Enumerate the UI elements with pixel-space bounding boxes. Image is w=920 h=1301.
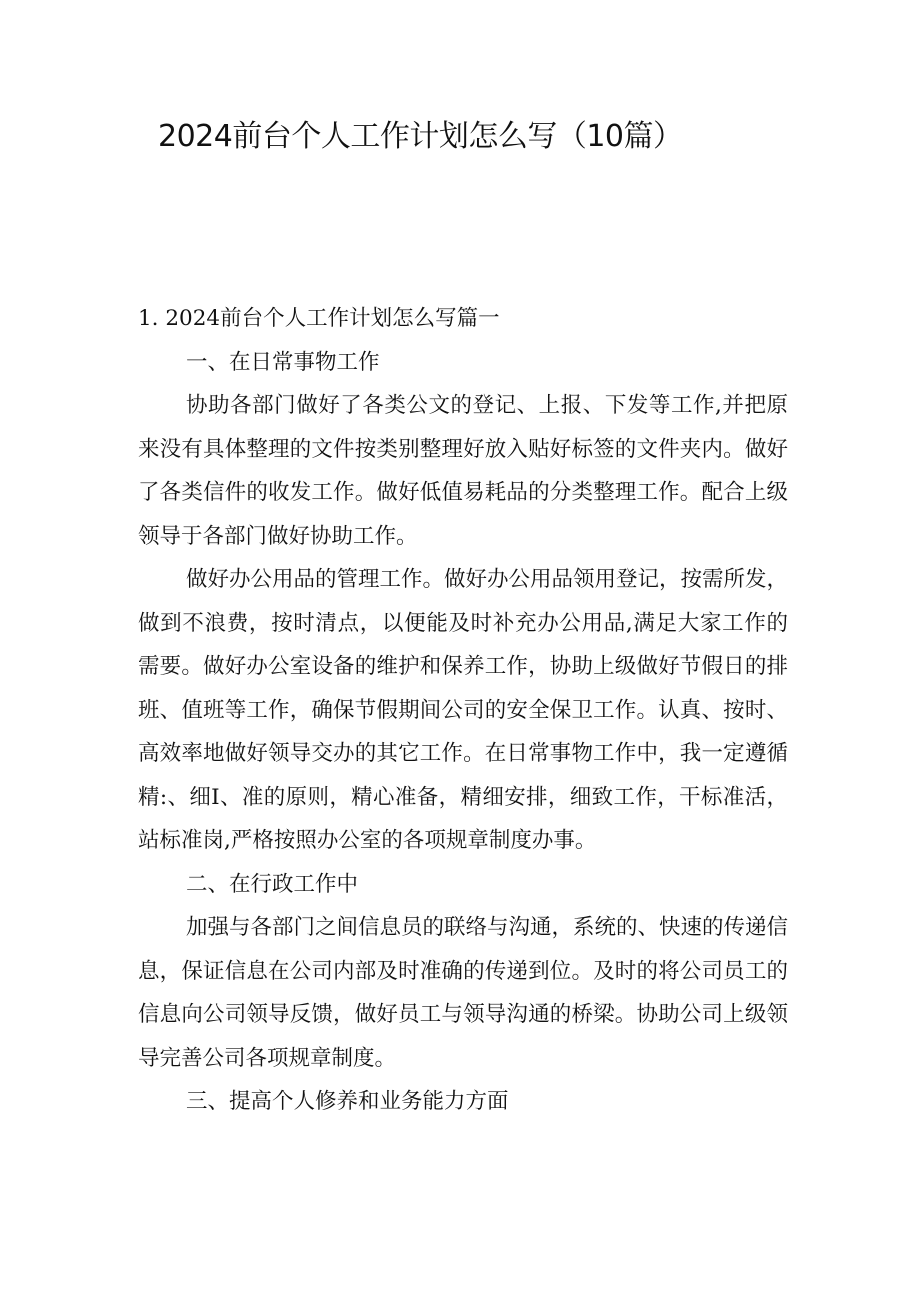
paragraph-communication: 加强与各部门之间信息员的联络与沟通，系统的、快速的传递信息，保证信息在公司内部及时准确的传递到位。及时的将公司员工的信息向公司领导反馈，做好员工与领导沟通的桥梁。协助公司上级领导完善公司各项规章制度。 — [138, 915, 789, 1071]
section-title: 1. 2024前台个人工作计划怎么写篇一 — [138, 306, 500, 331]
subheading-daily-work: 一、在日常事物工作 — [186, 349, 380, 375]
paragraph-office-supplies: 做好办公用品的管理工作。做好办公用品领用登记，按需所发，做到不浪费，按时清点，以便能及时补充办公用品,满足大家工作的需要。做好办公室设备的维护和保养工作，协助上级做好节假日的排班、值班等工作，确保节假期间公司的安全保卫工作。认真、按时、高效率地做好领导交办的其它工作。在日常事物工作中，我一定遵循精:、细I、准的原则，精心准备，精细安排，细致工作，干标准活，站标准岗,严格按照办公室的各项规章制度办事。 — [138, 567, 789, 853]
subheading-personal-development: 三、提高个人修养和业务能力方面 — [186, 1089, 509, 1114]
document-body — [138, 297, 788, 1124]
subheading-administrative-work: 二、在行政工作中 — [186, 871, 359, 897]
paragraph-document-handling: 协助各部门做好了各类公文的登记、上报、下发等工作,并把原来没有具体整理的文件按类别整理好放入贴好标签的文件夹内。做好了各类信件的收发工作。做好低值易耗品的分类整理工作。配合上级领导于各部门做好协助工作。 — [138, 393, 788, 549]
document-title: 2024前台个人工作计划怎么写（10篇） — [158, 119, 683, 154]
